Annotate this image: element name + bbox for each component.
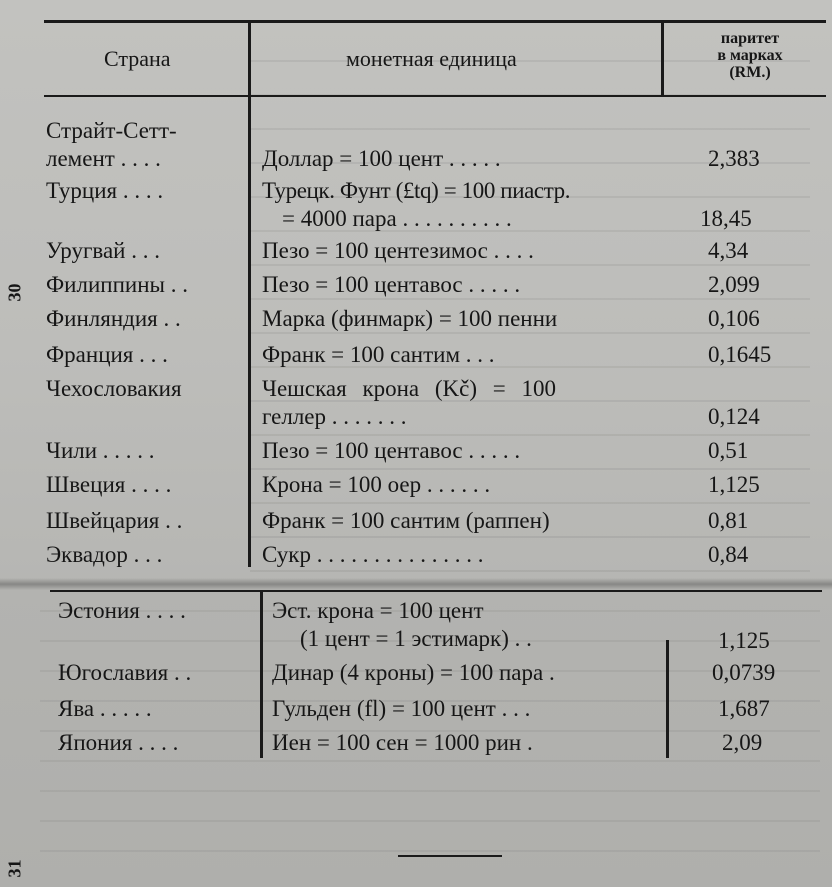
- unit-text: (1 цент = 1 эстимарк): [300, 626, 509, 651]
- country-name: Страйт-Сетт-: [46, 118, 177, 143]
- leader-dots: .: [521, 730, 533, 755]
- unit-name-cont: [262, 404, 407, 430]
- unit-name: Чешская крона (Kč) = 100: [262, 376, 556, 401]
- page-number-bottom: 31: [4, 859, 25, 878]
- parity-value: 0,51: [708, 438, 749, 463]
- country-name: [46, 472, 171, 498]
- country-name: [46, 508, 182, 534]
- parity-value: 0,81: [708, 508, 749, 533]
- country-name: [58, 660, 191, 686]
- leader-dots: . . . .: [125, 472, 172, 497]
- leader-dots: . . .: [127, 542, 163, 567]
- unit-text: Сукр: [262, 542, 311, 567]
- header-country: Страна: [104, 46, 171, 71]
- country-name-part: Франция: [46, 342, 134, 367]
- header-monetary-unit: монетная единица: [346, 46, 517, 71]
- unit-name: [262, 472, 490, 498]
- header-parity-line1: паритет: [720, 30, 780, 47]
- leader-dots: . . . .: [139, 598, 186, 623]
- unit-text: Доллар = 100 цент: [262, 146, 444, 171]
- leader-dots: . .: [164, 272, 188, 297]
- header-top-rule: [44, 20, 826, 23]
- leader-dots: . .: [508, 626, 532, 651]
- parity-value: 1,687: [718, 696, 770, 721]
- closing-short-rule: [398, 855, 502, 857]
- leader-dots: . . . .: [117, 178, 164, 203]
- country-name-part: Эквадор: [46, 542, 128, 567]
- page-number-top: 30: [4, 283, 25, 302]
- parity-value: 0,1645: [708, 342, 772, 367]
- unit-text: Динар (4 кроны) = 100 пара: [272, 660, 544, 685]
- parity-value: 0,84: [708, 542, 749, 567]
- unit-text: Крона = 100 оер: [262, 472, 422, 497]
- country-name: [46, 272, 188, 298]
- country-name: Чехословакия: [46, 376, 182, 401]
- leader-dots: . . . . .: [443, 146, 501, 171]
- parity-value: 0,106: [708, 306, 760, 331]
- unit-text: Пезо = 100 центавос: [262, 272, 463, 297]
- unit-name: [262, 272, 520, 298]
- leader-dots: . . . . .: [462, 272, 521, 297]
- leader-dots: . . . .: [132, 730, 179, 755]
- unit-name: [262, 146, 501, 172]
- leader-dots: .: [543, 660, 555, 685]
- leader-dots: . .: [159, 508, 183, 533]
- country-name-part: Ява: [58, 696, 95, 721]
- header-parity-line2: в марках: [717, 47, 783, 64]
- lower-column-divider-2: [666, 640, 669, 758]
- unit-name: Франк = 100 сантим (раппен): [262, 508, 550, 533]
- unit-text: Пезо = 100 центезимос: [262, 238, 488, 263]
- parity-value: 0,0739: [712, 660, 776, 685]
- country-name: [46, 238, 160, 264]
- unit-name: [262, 342, 495, 368]
- lower-column-divider-1: [260, 592, 263, 758]
- unit-name-cont: [300, 626, 532, 652]
- unit-name: [272, 696, 530, 722]
- column-divider-1: [248, 22, 251, 567]
- unit-text: Гульден (fl) = 100 цент: [272, 696, 496, 721]
- header-parity: [690, 30, 810, 81]
- unit-name: Турецк. Фунт (£tq) = 100 пиастр.: [262, 178, 571, 203]
- leader-dots: . .: [168, 660, 192, 685]
- country-name: [58, 696, 152, 722]
- country-name-part: Эстония: [58, 598, 140, 623]
- leader-dots: . . .: [495, 696, 531, 721]
- unit-text: Иен = 100 сен = 1000 рин: [272, 730, 522, 755]
- parity-value: 18,45: [700, 206, 752, 231]
- parity-value: 1,125: [708, 472, 760, 497]
- unit-name: [262, 238, 534, 264]
- country-name: [46, 542, 162, 568]
- country-name-part: Турция: [46, 178, 118, 203]
- header-parity-line3: (RM.): [729, 64, 771, 81]
- leader-dots: . . . . .: [462, 438, 521, 463]
- country-name: [58, 598, 186, 624]
- unit-name: Эст. крона = 100 цент: [272, 598, 484, 623]
- leader-dots: . . . . . . .: [326, 404, 407, 429]
- country-name-part: Япония: [58, 730, 133, 755]
- country-name-part: лемент: [46, 146, 115, 171]
- parity-value: 1,125: [718, 628, 770, 653]
- unit-name: [262, 542, 483, 568]
- country-name-part: Филиппины: [46, 272, 165, 297]
- leader-dots: . . . . .: [94, 696, 152, 721]
- leader-dots: . . . . . . . . . . . . . . .: [310, 542, 484, 567]
- country-name-part: Швейцария: [46, 508, 160, 533]
- parity-value: 2,383: [708, 146, 760, 171]
- country-name-part: Швеция: [46, 472, 126, 497]
- header-bottom-rule: [44, 95, 826, 97]
- country-name-cont: [46, 146, 161, 172]
- country-name: [46, 438, 155, 464]
- leader-dots: . . .: [125, 238, 160, 263]
- leader-dots: . . . .: [114, 146, 161, 171]
- unit-text: геллер: [262, 404, 327, 429]
- leader-dots: . . .: [133, 342, 168, 367]
- leader-dots: . . . . . .: [421, 472, 491, 497]
- country-name: [46, 306, 181, 332]
- leader-dots: . . .: [460, 342, 495, 367]
- unit-text: = 4000 пара: [282, 206, 397, 231]
- lower-table-top-rule: [50, 590, 822, 592]
- parity-value: 2,09: [722, 730, 763, 755]
- column-divider-2: [661, 22, 664, 97]
- leader-dots: . . . . .: [97, 438, 155, 463]
- country-name: [46, 342, 168, 368]
- country-name-part: Чили: [46, 438, 98, 463]
- leader-dots: . .: [157, 306, 181, 331]
- country-name-part: Югославия: [58, 660, 169, 685]
- leader-dots: . . . . . . . . . .: [396, 206, 512, 231]
- country-name-part: Финляндия: [46, 306, 158, 331]
- unit-name-cont: [282, 206, 512, 232]
- unit-name: [262, 438, 520, 464]
- leader-dots: . . . .: [487, 238, 534, 263]
- unit-text: Пезо = 100 центавос: [262, 438, 463, 463]
- unit-name: [272, 730, 533, 756]
- country-name: [46, 178, 163, 204]
- parity-value: 2,099: [708, 272, 760, 297]
- country-name-part: Уругвай: [46, 238, 126, 263]
- parity-value: 0,124: [708, 404, 760, 429]
- unit-name: Марка (финмарк) = 100 пенни: [262, 306, 558, 331]
- unit-name: [272, 660, 555, 686]
- parity-value: 4,34: [708, 238, 749, 263]
- unit-text: Франк = 100 сантим: [262, 342, 461, 367]
- country-name: [58, 730, 178, 756]
